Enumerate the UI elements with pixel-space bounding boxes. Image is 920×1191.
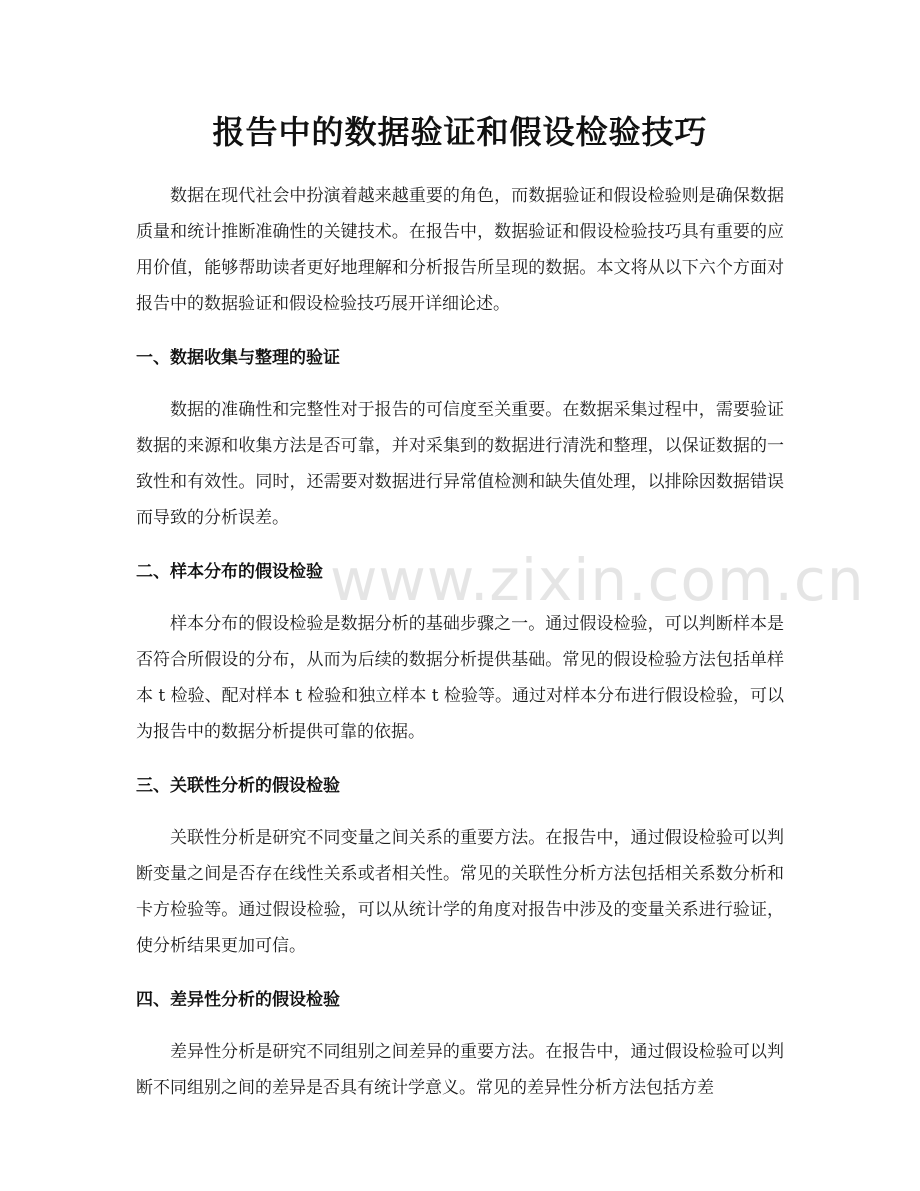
- section-4-paragraph: 差异性分析是研究不同组别之间差异的重要方法。在报告中，通过假设检验可以判断不同组别之间的差异是否具有统计学意义。常见的差异性分析方法包括方差: [136, 1042, 784, 1098]
- section-1-paragraph: 数据的准确性和完整性对于报告的可信度至关重要。在数据采集过程中，需要验证数据的来源和收集方法是否可靠，并对采集到的数据进行清洗和整理，以保证数据的一致性和有效性。同时，还需要对数据进行异常值检测和缺失值处理，以排除因数据错误而导致的分析误差。: [136, 400, 784, 528]
- section-4-heading: 四、差异性分析的假设检验: [136, 990, 340, 1010]
- document-title: 报告中的数据验证和假设检验技巧: [212, 113, 708, 151]
- intro-paragraph: 数据在现代社会中扮演着越来越重要的角色，而数据验证和假设检验则是确保数据质量和统计推断准确性的关键技术。在报告中，数据验证和假设检验技巧具有重要的应用价值，能够帮助读者更好地理解和分析报告所呈现的数据。本文将从以下六个方面对报告中的数据验证和假设检验技巧展开详细论述。: [136, 186, 784, 314]
- watermark-text: www.zixin.com.cn: [330, 546, 865, 614]
- section-2-paragraph: 样本分布的假设检验是数据分析的基础步骤之一。通过假设检验，可以判断样本是否符合所假设的分布，从而为后续的数据分析提供基础。常见的假设检验方法包括单样本 t 检验、配对样本 t 检验和独立样本 t 检验等。通过对样本分布进行假设检验，可以为报告中的数据分析提供可靠的依据。: [136, 614, 784, 742]
- section-1-heading: 一、数据收集与整理的验证: [136, 348, 340, 368]
- document-body: [136, 178, 784, 1106]
- section-3-heading: 三、关联性分析的假设检验: [136, 776, 340, 796]
- section-3-paragraph: 关联性分析是研究不同变量之间关系的重要方法。在报告中，通过假设检验可以判断变量之间是否存在线性关系或者相关性。常见的关联性分析方法包括相关系数分析和卡方检验等。通过假设检验，可以从统计学的角度对报告中涉及的变量关系进行验证，使分析结果更加可信。: [136, 828, 784, 956]
- section-2-heading: 二、样本分布的假设检验: [136, 562, 323, 582]
